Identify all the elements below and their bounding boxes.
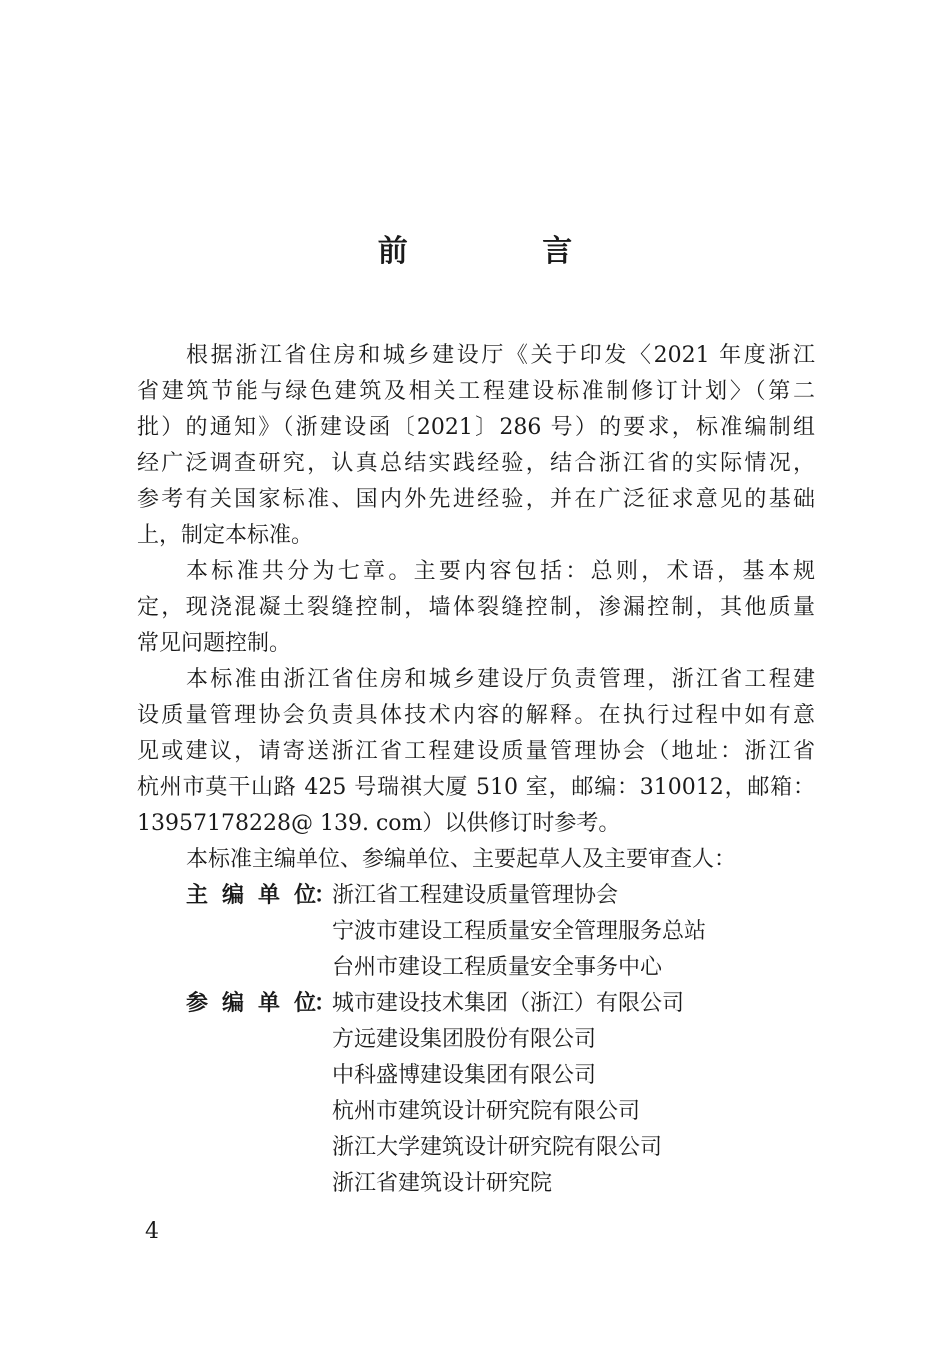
paragraph-line: 设质量管理协会负责具体技术内容的解释。在执行过程中如有意 — [137, 703, 815, 728]
participant-unit: 城市建设技术集团（浙江）有限公司 — [332, 991, 685, 1016]
participant-colon: ： — [314, 991, 337, 1016]
paragraph-line: 13957178228@ 139. com）以供修订时参考。 — [137, 811, 621, 836]
paragraph-line: 经广泛调查研究，认真总结实践经验，结合浙江省的实际情况， — [137, 451, 815, 476]
paragraph-line: 根据浙江省住房和城乡建设厅《关于印发〈2021 年度浙江 — [186, 343, 815, 368]
page-title: 前 言 — [377, 234, 635, 269]
chief-editor-unit: 浙江省工程建设质量管理协会 — [332, 883, 619, 908]
paragraph-line: 批）的通知》（浙建设函〔2021〕286 号）的要求，标准编制组 — [137, 415, 815, 440]
paragraph-line: 见或建议，请寄送浙江省工程建设质量管理协会（地址：浙江省 — [137, 739, 815, 764]
paragraph-line: 参考有关国家标准、国内外先进经验，并在广泛征求意见的基础 — [137, 487, 815, 512]
paragraph-line: 常见问题控制。 — [137, 631, 292, 656]
paragraph-line: 省建筑节能与绿色建筑及相关工程建设标准制修订计划〉（第二 — [137, 379, 815, 404]
chief-editor-colon: ： — [314, 883, 337, 908]
participant-unit: 杭州市建筑设计研究院有限公司 — [332, 1099, 641, 1124]
page-number: 4 — [145, 1219, 159, 1244]
chief-editor-unit: 台州市建设工程质量安全事务中心 — [332, 955, 663, 980]
paragraph-line: 杭州市莫干山路 425 号瑞祺大厦 510 室，邮编：310012，邮箱： — [137, 775, 815, 800]
paragraph-line: 上，制定本标准。 — [137, 523, 314, 548]
paragraph-line: 本标准共分为七章。主要内容包括：总则，术语，基本规 — [186, 559, 815, 584]
paragraph-line: 定，现浇混凝土裂缝控制，墙体裂缝控制，渗漏控制，其他质量 — [137, 595, 815, 620]
participant-unit: 方远建设集团股份有限公司 — [332, 1027, 597, 1052]
participant-label: 参编单位 — [186, 991, 316, 1016]
chief-editor-unit: 宁波市建设工程质量安全管理服务总站 — [332, 919, 707, 944]
participant-unit: 浙江省建筑设计研究院 — [332, 1171, 553, 1196]
paragraph-line: 本标准主编单位、参编单位、主要起草人及主要审查人： — [186, 847, 737, 872]
participant-unit: 浙江大学建筑设计研究院有限公司 — [332, 1135, 663, 1160]
paragraph-line: 本标准由浙江省住房和城乡建设厅负责管理，浙江省工程建 — [186, 667, 815, 692]
participant-unit: 中科盛博建设集团有限公司 — [332, 1063, 597, 1088]
chief-editor-label: 主编单位 — [186, 883, 316, 908]
